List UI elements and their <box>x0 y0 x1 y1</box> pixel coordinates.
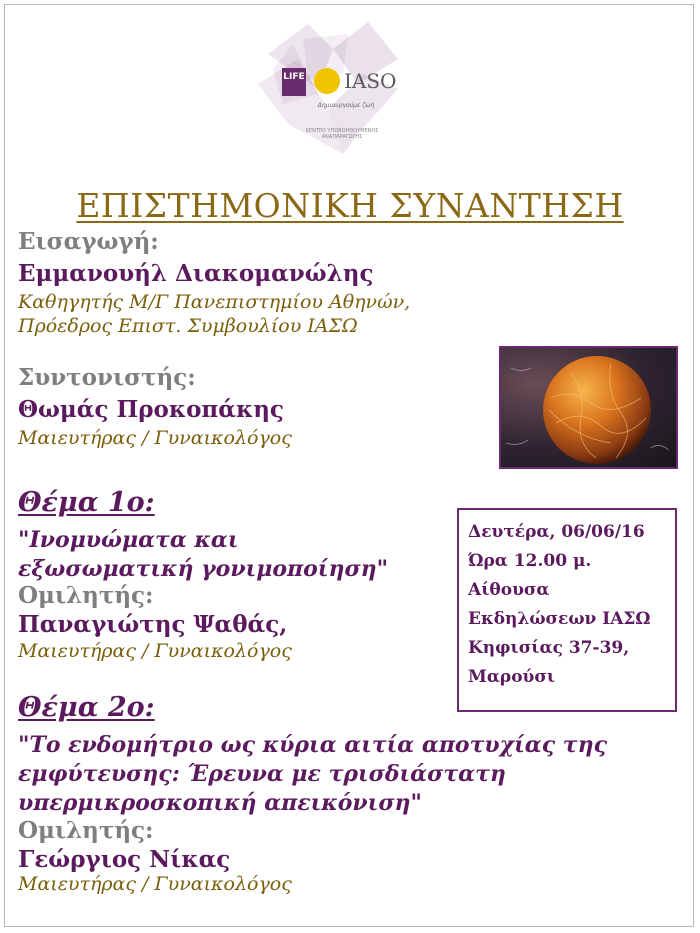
iaso-logo-icon <box>314 68 340 94</box>
egg-cell-illustration <box>501 348 676 467</box>
event-address-line1: Κηφισίας 37-39, <box>468 638 630 658</box>
topic2-heading: Θέμα 2ο: <box>18 692 155 723</box>
topic2-speaker-role: Μαιευτήρας / Γυναικολόγος <box>18 873 292 895</box>
topic2-speaker-label: Ομιλητής: <box>18 817 154 844</box>
page-title-text: ΕΠΙΣΤΗΜΟΝΙΚΗ ΣΥΝΑΝΤΗΣΗ <box>76 186 624 225</box>
topic1-speaker-name: Παναγιώτης Ψαθάς, <box>18 611 288 638</box>
event-address-line2: Μαρούσι <box>468 667 556 687</box>
coordinator-name: Θωμάς Προκοπάκης <box>18 396 284 423</box>
coordinator-role: Μαιευτήρας / Γυναικολόγος <box>18 427 292 449</box>
event-info-box <box>457 508 677 712</box>
topic2-title-line1: "Το ενδομήτριο ως κύρια αιτία αποτυχίας της <box>18 732 607 758</box>
event-time: Ώρα 12.00 μ. <box>468 551 592 571</box>
event-venue-line2: Εκδηλώσεων ΙΑΣΩ <box>468 609 651 629</box>
topic2-title-line2: εμφύτευσης: Έρευνα με τρισδιάστατη <box>18 761 506 787</box>
life-logo-mark: LIFE <box>282 68 306 96</box>
logo-tagline: Δημιουργούμε ζωή <box>317 102 375 109</box>
egg-cell-photo <box>499 346 678 469</box>
intro-role-line2: Πρόεδρος Επιστ. Συμβουλίου ΙΑΣΩ <box>18 315 358 337</box>
topic2-speaker-name: Γεώργιος Νίκας <box>18 846 231 873</box>
page-title <box>0 186 700 225</box>
coordinator-label: Συντονιστής: <box>18 364 196 391</box>
topic1-speaker-label: Ομιλητής: <box>18 582 154 609</box>
topic1-title-line1: "Ινομυώματα και <box>18 527 239 553</box>
intro-name: Εμμανουήλ Διακομανώλης <box>18 260 374 287</box>
topic2-title-line3: υπερμικροσκοπική απεικόνιση" <box>18 790 422 816</box>
iaso-life-logo <box>248 14 408 164</box>
intro-role-line1: Καθηγητής Μ/Γ Πανεπιστημίου Αθηνών, <box>18 291 411 313</box>
intro-label: Εισαγωγή: <box>18 228 159 255</box>
iaso-logo-text: IASO <box>344 69 397 93</box>
event-venue-line1: Αίθουσα <box>468 580 550 600</box>
topic1-speaker-role: Μαιευτήρας / Γυναικολόγος <box>18 640 292 662</box>
logo-subtitle: ΚΕΝΤΡΟ ΥΠΟΒΟΗΘΟΥΜΕΝΗΣ ΑΝΑΠΑΡΑΓΩΓΗΣ <box>305 128 379 140</box>
event-date: Δευτέρα, 06/06/16 <box>468 522 645 542</box>
topic1-title-line2: εξωσωματική γονιμοποίηση" <box>18 556 389 582</box>
topic1-heading: Θέμα 1ο: <box>18 487 155 518</box>
